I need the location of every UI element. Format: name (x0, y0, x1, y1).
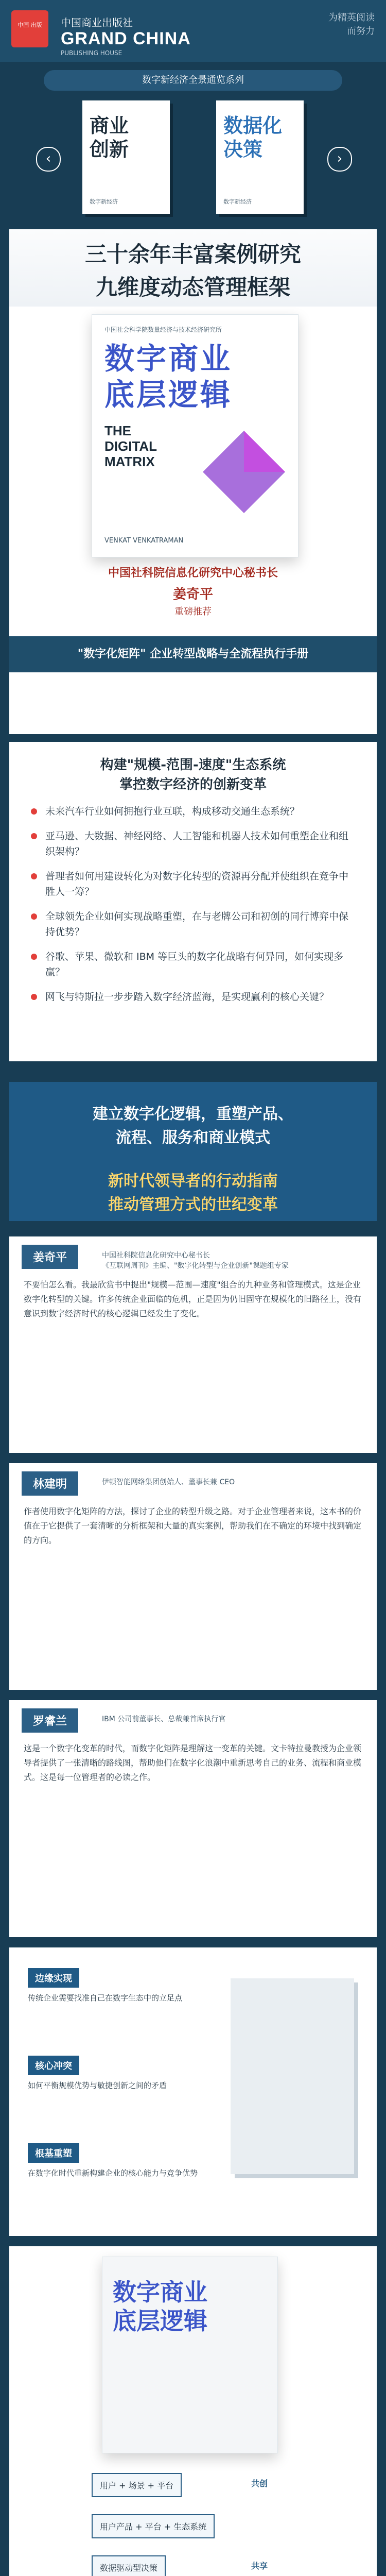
book-side-image (231, 1978, 354, 2174)
feature-desc: 在数字化时代重新构建企业的核心能力与竞争优势 (28, 2168, 198, 2178)
framework-node: 用户产品 + 平台 + 生态系统 (92, 2514, 215, 2538)
recommendation-card (9, 1463, 377, 1690)
feature-desc: 传统企业需要找准自己在数字生态中的立足点 (28, 1993, 183, 2003)
framework-node: 用户 + 场景 + 平台 (92, 2473, 182, 2497)
publisher-header (0, 0, 386, 62)
series-tag: 数字新经济全景通览系列 (44, 70, 342, 91)
publisher-name-en-sub: PUBLISHING HOUSE (61, 49, 122, 57)
carousel-next-button[interactable]: › (327, 147, 352, 172)
slogan (328, 11, 375, 38)
recommender-title: 中国社科院信息化研究中心秘书长 (108, 567, 278, 580)
recommender-name: 姜奇平 (172, 587, 213, 602)
logo-text: 中国 出版 (17, 22, 42, 28)
feature-item (28, 2143, 213, 2179)
recommendation-card (9, 1700, 377, 1937)
intro-section (9, 742, 377, 1061)
feature-item (28, 1968, 213, 2004)
main-book-cover (92, 314, 299, 557)
intro-bullet: 亚马逊、大数据、神经网络、人工智能和机器人技术如何重塑企业和组织架构？ (30, 828, 354, 859)
value-line-3: 新时代领导者的行动指南 (108, 1172, 278, 1190)
recommender-name: 林建明 (22, 1471, 78, 1496)
recommender-role: 中国社科院信息化研究中心秘书长 《互联网周刊》主编、"数字化转型与企业创新"课题组专家 (102, 1251, 289, 1270)
book-cover-title: 数字商业 底层逻辑 (113, 2278, 207, 2335)
recommendation-text: 不要怕怎么看。我最欣赏书中提出"规模—范围—速度"组合的九种业务和管理模式。这是企业数字化转型的关键。许多传统企业面临的危机，正是因为仍旧固守在规模化的旧路径上，没有意识到数字经济时代的核心逻辑已经发生了变化。 (24, 1280, 362, 1318)
hero-banner (9, 229, 377, 734)
series-book-1-sub: 数字新经济 (90, 198, 118, 205)
hero-title-2: 九维度动态管理框架 (95, 275, 290, 300)
slogan-line-1: 为精英阅读 (328, 12, 375, 23)
feature-title: 根基重塑 (28, 2143, 79, 2163)
feature-title: 边缘实现 (28, 1968, 79, 1988)
value-line-1: 建立数字化逻辑，重塑产品、 (93, 1105, 293, 1123)
book-cover-3d (102, 2257, 278, 2453)
recommender-role: 伊顿智能网络集团创始人、董事长兼 CEO (102, 1478, 235, 1486)
framework-label: 共创 (251, 2479, 268, 2488)
recommend-label: 重磅推荐 (174, 606, 212, 617)
value-line-2: 流程、服务和商业模式 (116, 1129, 270, 1147)
hero-top (9, 229, 377, 307)
slogan-line-2: 而努力 (347, 26, 375, 37)
recommendation-card (9, 1236, 377, 1453)
recommender-name: 罗睿兰 (22, 1708, 78, 1733)
intro-bullet: 谷歌、苹果、微软和 IBM 等巨头的数字化战略有何异同，如何实现多赢？ (30, 949, 354, 980)
framework-diagram (9, 2246, 377, 2576)
series-book-1-title: 商业 创新 (90, 114, 129, 161)
book-cover-title: 数字商业 底层逻辑 (104, 341, 233, 412)
framework-label: 共享 (251, 2561, 268, 2571)
intro-bullet: 网飞与特斯拉一步步踏入数字经济蓝海，是实现赢利的核心关键？ (30, 989, 354, 1005)
feature-desc: 如何平衡规模优势与敏捷创新之间的矛盾 (28, 2081, 167, 2090)
recommendation-text: 作者使用数字化矩阵的方法，探讨了企业的转型升级之路。对于企业管理者来说，这本书的价值在于它提供了一套清晰的分析框架和大量的真实案例，帮助我们在不确定的环境中找到确定的方向。 (24, 1506, 362, 1545)
feature-item (28, 2056, 213, 2092)
book-cover-subtitle: 中国社会科学院数量经济与技术经济研究所 (104, 326, 222, 333)
publisher-name-cn: 中国商业出版社 (61, 16, 133, 29)
intro-bullet: 全球领先企业如何实现战略重塑，在与老牌公司和初创的同行博弈中保持优势？ (30, 909, 354, 940)
book-cover-author: VENKAT VENKATRAMAN (104, 537, 184, 545)
cover-graphic-icon (200, 428, 288, 516)
value-proposition-banner (9, 1082, 377, 1221)
series-book-2-sub: 数字新经济 (223, 198, 252, 205)
intro-bullet: 未来汽车行业如何拥抱行业互联，构成移动交通生态系统？ (30, 804, 354, 819)
intro-bullet-list (30, 804, 354, 1014)
intro-bullet: 普理者如何用建设转化为对数字化转型的资源再分配并使组织在竞争中胜人一筹？ (30, 869, 354, 900)
carousel-prev-button[interactable]: ‹ (36, 147, 61, 172)
framework-node: 数据驱动型决策 (92, 2555, 166, 2576)
series-book-2-title: 数据化 决策 (223, 114, 283, 161)
book-cover-title-en: THE DIGITAL MATRIX (104, 423, 157, 469)
hero-title-1: 三十余年丰富案例研究 (84, 242, 301, 267)
features-section (9, 1947, 377, 2236)
publisher-name-en: GRAND CHINA (61, 29, 191, 48)
series-book-1[interactable] (82, 100, 170, 214)
recommendation-text: 这是一个数字化变革的时代，而数字化矩阵是理解这一变革的关键。文卡特拉曼教授为企业领导者提供了一张清晰的路线图，帮助他们在数字化浪潮中重新思考自己的业务、流程和商业模式。这是每一位管理者的必读之作。 (24, 1743, 362, 1782)
feature-title: 核心冲突 (28, 2056, 79, 2075)
recommender-role: IBM 公司前董事长、总裁兼首席执行官 (102, 1715, 226, 1723)
intro-heading: 构建"规模-范围-速度"生态系统 掌控数字经济的创新变革 (100, 757, 286, 792)
hero-footer-caption: "数字化矩阵" 企业转型战略与全流程执行手册 (9, 636, 377, 672)
recommender-name: 姜奇平 (22, 1245, 78, 1269)
series-book-2[interactable] (216, 100, 304, 214)
value-line-4: 推动管理方式的世纪变革 (108, 1196, 278, 1214)
publisher-logo (11, 10, 48, 47)
